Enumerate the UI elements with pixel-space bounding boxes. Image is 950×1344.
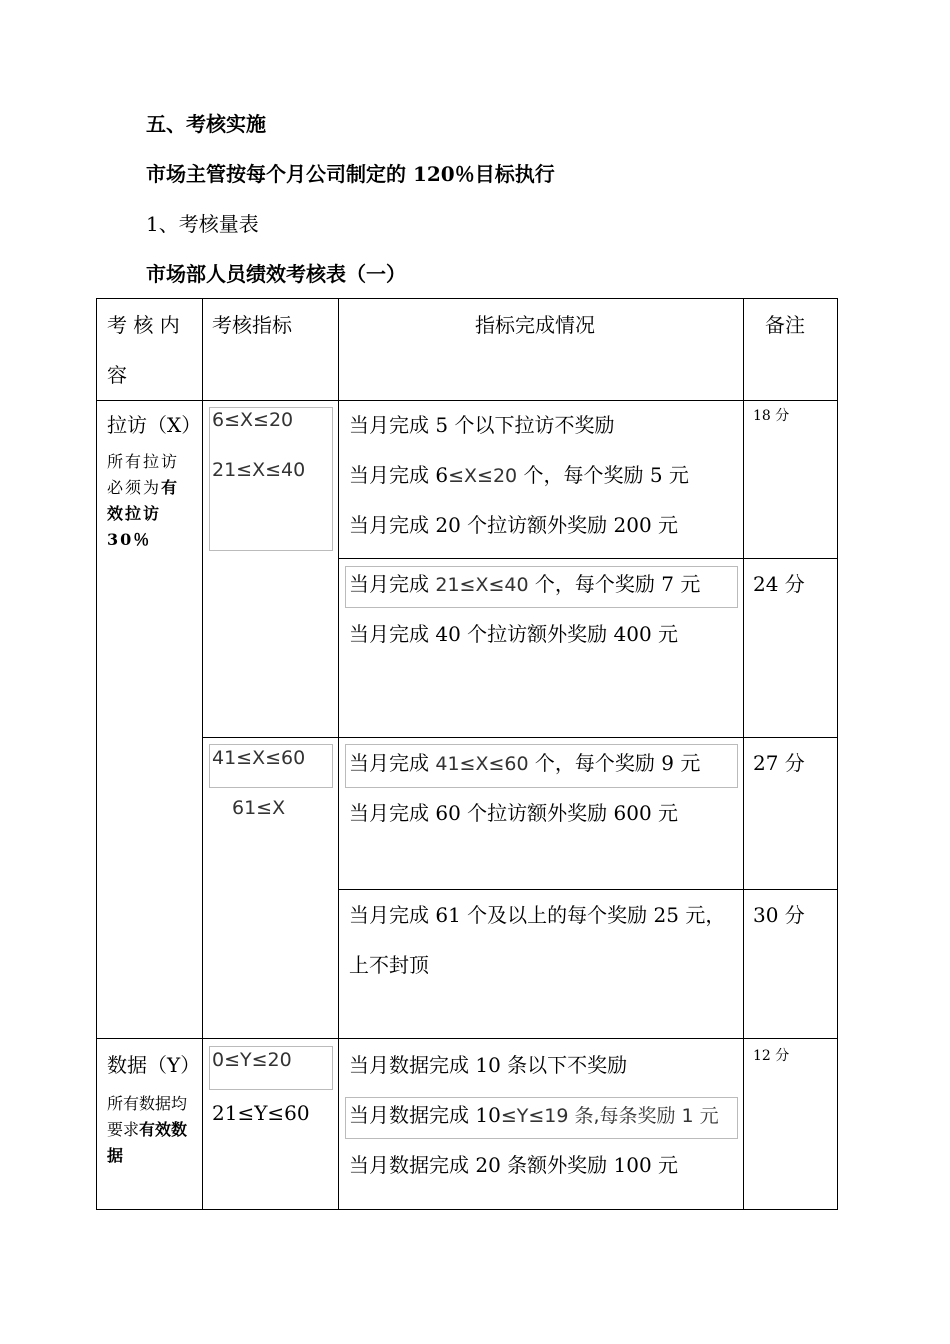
d-score: 12 分 <box>753 1048 790 1064</box>
r3-line1: 当月完成 41≤X≤60 个，每个奖励 9 元 <box>349 751 701 775</box>
row-divider <box>202 737 837 738</box>
r3-line2: 当月完成 60 个拉访额外奖励 600 元 <box>349 801 679 825</box>
assessment-table <box>96 298 838 1210</box>
r4-line2: 上不封顶 <box>349 953 429 977</box>
r2-line1: 当月完成 21≤X≤40 个，每个奖励 7 元 <box>349 572 701 596</box>
header-indicator: 考核指标 <box>212 313 292 337</box>
r4-score: 30 分 <box>753 903 805 927</box>
visits-name: 拉访（X） <box>107 413 202 437</box>
col-divider <box>202 299 203 1209</box>
subsection-heading: 1、考核量表 <box>146 212 259 236</box>
data-name: 数据（Y） <box>107 1053 201 1077</box>
r1-line1: 当月完成 5 个以下拉访不奖励 <box>349 413 615 437</box>
header-content-line2: 容 <box>107 363 127 387</box>
indicator-21-40: 21≤X≤40 <box>212 459 306 481</box>
indicator-41-60: 41≤X≤60 <box>212 747 306 769</box>
d-line3: 当月数据完成 20 条额外奖励 100 元 <box>349 1153 679 1177</box>
data-note: 所有数据均要求有效数据 <box>107 1094 188 1165</box>
r1-line3: 当月完成 20 个拉访额外奖励 200 元 <box>349 513 679 537</box>
row-divider <box>97 400 837 401</box>
d-line1: 当月数据完成 10 条以下不奖励 <box>349 1053 628 1077</box>
section-heading: 五、考核实施 <box>146 112 266 136</box>
header-content-line1: 考 核 内 <box>107 313 180 337</box>
r4-line1: 当月完成 61 个及以上的每个奖励 25 元， <box>349 903 726 927</box>
table-title: 市场部人员绩效考核表（一） <box>146 262 406 286</box>
row-divider <box>97 1038 837 1039</box>
visits-note: 所有拉访必须为有效拉访 30％ <box>107 452 180 549</box>
header-completion: 指标完成情况 <box>475 313 595 337</box>
col-divider <box>743 299 744 1209</box>
indicator-6-20: 6≤X≤20 <box>212 409 294 431</box>
d-line2: 当月数据完成 10≤Y≤19 条,每条奖励 1 元 <box>349 1103 719 1127</box>
row-divider <box>338 889 837 890</box>
indicator-21-60: 21≤Y≤60 <box>212 1101 310 1125</box>
r3-score: 27 分 <box>753 751 805 775</box>
r1-line2: 当月完成 6≤X≤20 个，每个奖励 5 元 <box>349 463 689 487</box>
col-divider <box>338 299 339 1209</box>
indicator-61-up: 61≤X <box>232 797 286 819</box>
r1-score: 18 分 <box>753 408 790 424</box>
indicator-0-20: 0≤Y≤20 <box>212 1049 292 1071</box>
r2-score: 24 分 <box>753 572 805 596</box>
r2-line2: 当月完成 40 个拉访额外奖励 400 元 <box>349 622 679 646</box>
row-divider <box>338 558 837 559</box>
intro-line: 市场主管按每个月公司制定的 120％目标执行 <box>146 162 555 186</box>
header-remark: 备注 <box>765 313 805 337</box>
